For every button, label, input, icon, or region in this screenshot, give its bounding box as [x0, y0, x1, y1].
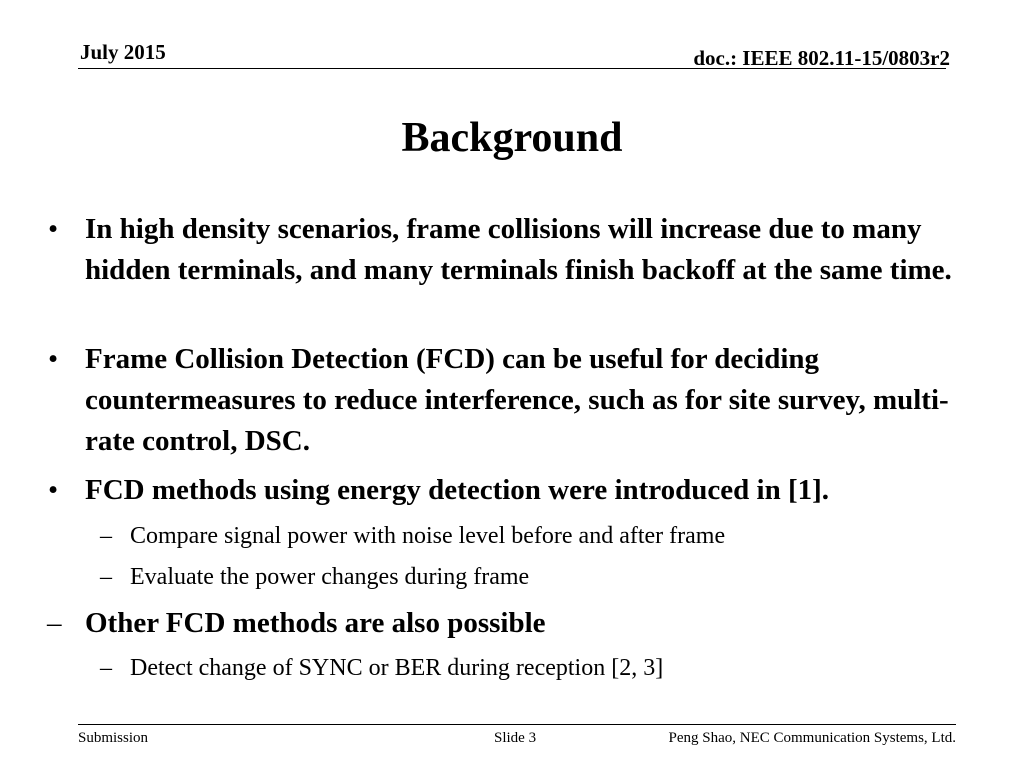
- bullet-item: [48, 470, 975, 511]
- sub-bullet-marker: –: [100, 523, 112, 549]
- slide-title: Background: [401, 115, 623, 161]
- sub-bullet-item: [100, 521, 970, 551]
- bullet-text: Other FCD methods are also possible: [85, 607, 546, 639]
- bullet-text: In high density scenarios, frame collisions will increase due to many hidden terminals, and many terminals finish backoff at the same time.: [85, 213, 952, 286]
- sub-bullet-item: [100, 653, 970, 683]
- bullet-item: [48, 209, 975, 291]
- sub-bullet-marker: –: [100, 655, 112, 681]
- footer-rule: [78, 724, 956, 725]
- sub-bullet-text: Compare signal power with noise level before and after frame: [130, 523, 726, 549]
- bullet-item: [48, 339, 975, 462]
- footer-author: Peng Shao, NEC Communication Systems, Ltd.: [668, 730, 956, 746]
- header-date: July 2015: [80, 40, 166, 64]
- bullet-marker: •: [48, 213, 59, 245]
- bullet-text: FCD methods using energy detection were introduced in [1].: [85, 474, 830, 506]
- sub-bullet-item: [100, 562, 970, 592]
- bullet-item: [47, 603, 975, 644]
- bullet-marker: •: [48, 474, 59, 506]
- sub-bullet-marker: –: [100, 564, 112, 590]
- sub-bullet-text: Evaluate the power changes during frame: [130, 564, 530, 590]
- header-doc-id: doc.: IEEE 802.11-15/0803r2: [693, 46, 950, 70]
- footer-slide-number: Slide 3: [494, 730, 537, 746]
- bullet-text: Frame Collision Detection (FCD) can be useful for deciding countermeasures to reduce interference, such as for site survey, multi-rate control, DSC.: [85, 343, 949, 457]
- bullet-marker: –: [47, 607, 62, 639]
- bullet-marker: •: [48, 343, 59, 375]
- sub-bullet-text: Detect change of SYNC or BER during reception [2, 3]: [130, 655, 664, 681]
- footer-submission: Submission: [78, 730, 149, 746]
